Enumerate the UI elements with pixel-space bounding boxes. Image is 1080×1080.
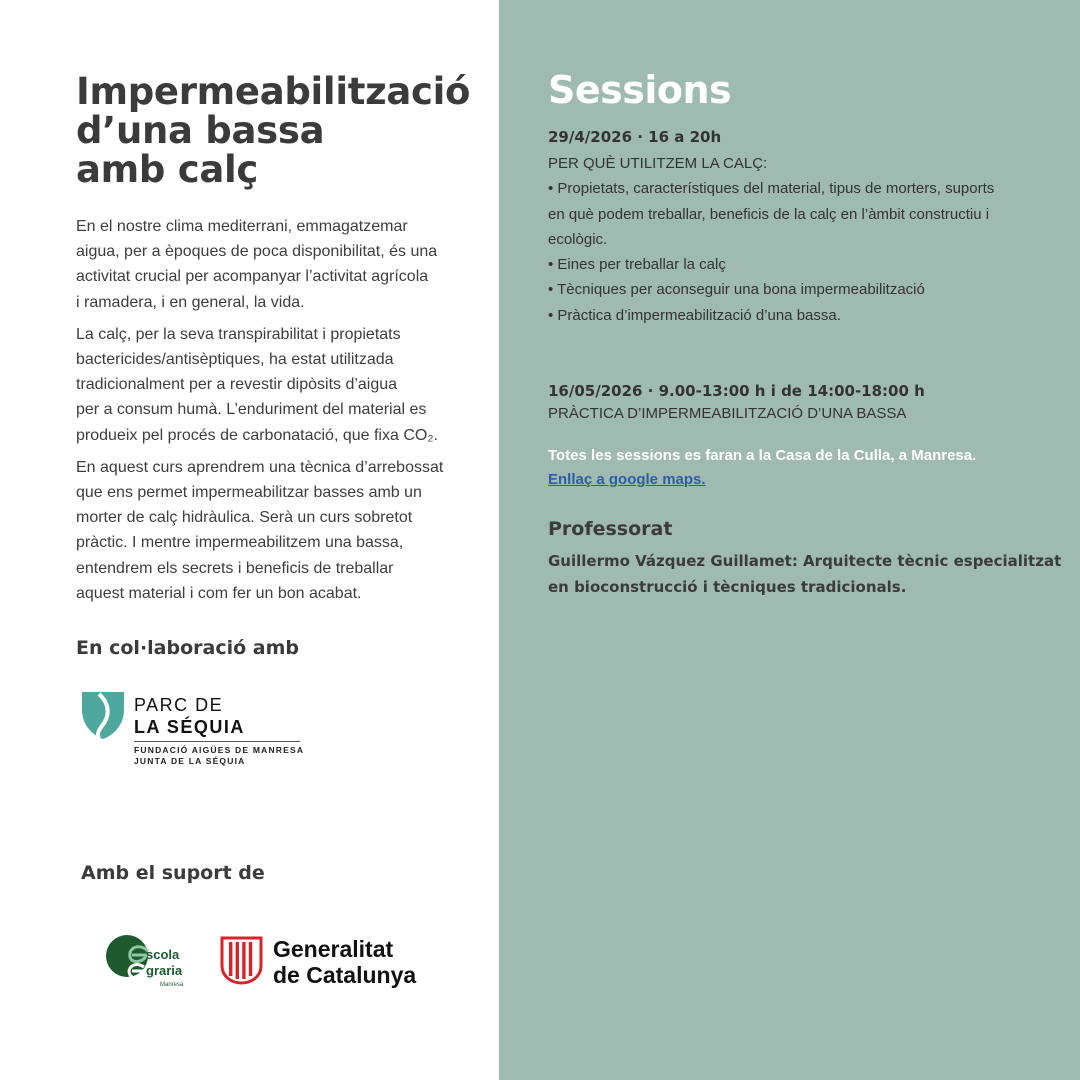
session-2-content: PRÀCTICA D’IMPERMEABILITZACIÓ D’UNA BASSA xyxy=(548,405,907,422)
title-line: Impermeabilització xyxy=(76,70,471,113)
shield-logo-icon xyxy=(80,690,126,740)
course-description xyxy=(76,214,476,613)
text-line: morter de calç hidràulica. Serà un curs sobretot xyxy=(76,509,413,527)
teacher-line: Guillermo Vázquez Guillamet: Arquitecte tècnic especialitzat xyxy=(548,552,1062,570)
logo-subtext: JUNTA DE LA SÉQUIA xyxy=(134,756,246,766)
session-1-date: 29/4/2026 · 16 a 20h xyxy=(548,128,722,146)
logo-text: graria xyxy=(146,963,183,978)
logo-subtext: Manresa xyxy=(160,982,184,988)
session-line: • Eines per treballar la calç xyxy=(548,256,726,274)
sessions-heading: Sessions xyxy=(548,68,732,112)
text-line: produeix pel procés de carbonatació, que fixa CO₂. xyxy=(76,426,438,444)
logo-subtext: FUNDACIÓ AIGÜES DE MANRESA xyxy=(134,745,305,755)
text-line: entendrem els secrets i beneficis de treballar xyxy=(76,559,394,577)
text-line: aigua, per a èpoques de poca disponibilitat, és una xyxy=(76,243,438,261)
session-line: en què podem treballar, beneficis de la calç en l’àmbit constructiu i xyxy=(548,205,990,223)
session-line: • Propietats, característiques del material, tipus de morters, suports xyxy=(548,180,995,198)
course-title xyxy=(76,72,496,189)
description-paragraph xyxy=(76,214,476,315)
divider xyxy=(134,741,300,742)
text-line: La calç, per la seva transpirabilitat i propietats xyxy=(76,325,401,343)
escola-agraria-logo xyxy=(104,933,194,993)
senyera-emblem-icon xyxy=(220,936,263,985)
text-line: aquest material i com fer un bon acabat. xyxy=(76,584,362,602)
session-line: ecològic. xyxy=(548,230,608,248)
logo-text: LA SÉQUIA xyxy=(134,717,245,737)
location-note: Totes les sessions es faran a la Casa de la Culla, a Manresa. xyxy=(548,447,977,464)
logo-text: scola xyxy=(146,947,180,962)
text-line: activitat crucial per acompanyar l’activitat agrícola xyxy=(76,268,429,286)
description-paragraph xyxy=(76,322,476,448)
generalitat-logo xyxy=(220,936,440,988)
text-line: pràctic. I mentre impermeabilitzem una bassa, xyxy=(76,534,404,552)
logo-text: de Catalunya xyxy=(273,962,417,988)
teacher-description xyxy=(548,548,1062,600)
title-line: amb calç xyxy=(76,148,259,191)
teacher-line: en bioconstrucció i tècniques tradicionals. xyxy=(548,578,907,596)
text-line: bactericides/antisèptiques, ha estat utilitzada xyxy=(76,351,394,369)
text-line: i ramadera, i en general, la vida. xyxy=(76,293,305,311)
google-maps-link[interactable]: Enllaç a google maps. xyxy=(548,471,706,488)
logo-text: PARC DE xyxy=(134,695,224,715)
support-heading: Amb el suport de xyxy=(81,862,265,884)
session-2-date: 16/05/2026 · 9.00-13:00 h i de 14:00-18:00 h xyxy=(548,382,925,400)
session-line: PER QUÈ UTILITZEM LA CALÇ: xyxy=(548,155,768,172)
text-line: per a consum humà. L’enduriment del material es xyxy=(76,401,427,419)
logo-text: Generalitat xyxy=(273,936,394,962)
teachers-heading: Professorat xyxy=(548,518,673,540)
session-line: • Pràctica d’impermeabilització d’una bassa. xyxy=(548,306,841,324)
description-paragraph xyxy=(76,455,476,606)
parc-sequia-logo xyxy=(80,690,310,770)
text-line: tradicionalment per a revestir dipòsits d’aigua xyxy=(76,376,398,394)
collaboration-heading: En col·laboració amb xyxy=(76,637,300,659)
text-line: que ens permet impermeabilitzar basses amb un xyxy=(76,484,422,502)
text-line: En el nostre clima mediterrani, emmagatzemar xyxy=(76,218,408,235)
session-line: • Tècniques per aconseguir una bona impermeabilització xyxy=(548,281,925,299)
text-line: En aquest curs aprendrem una tècnica d’arrebossat xyxy=(76,458,444,476)
title-line: d’una bassa xyxy=(76,109,325,152)
session-1-content xyxy=(548,151,1048,328)
